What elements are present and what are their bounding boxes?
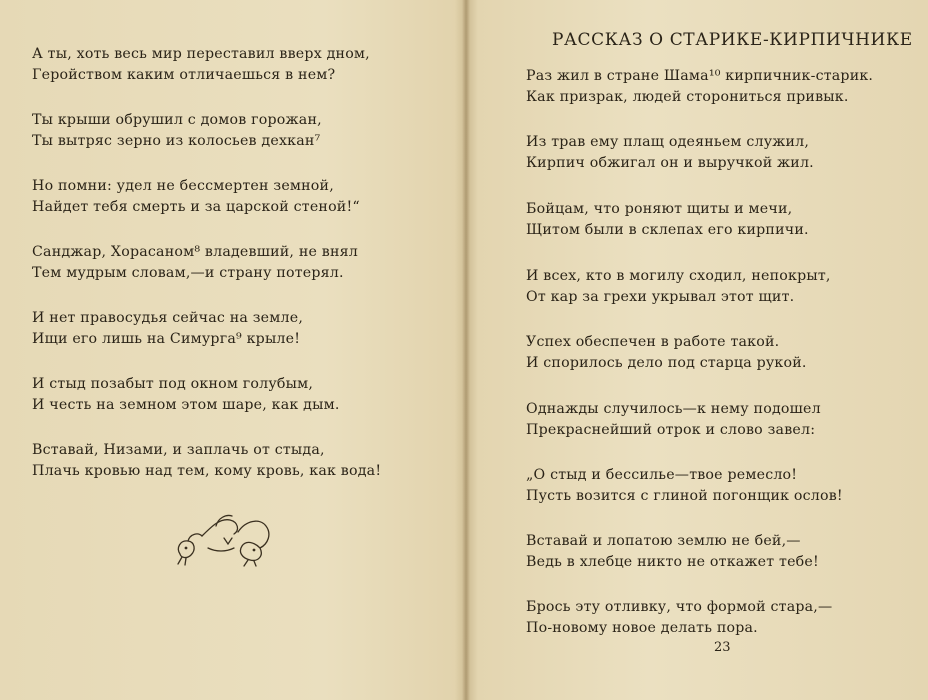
verse-line: Успех обеспечен в работе такой. [526,334,780,350]
page-number: 23 [714,640,731,655]
verse-line: Щитом были в склепах его кирпичи. [526,222,809,238]
left-stanza-5 [32,308,303,350]
verse-line: Прекраснейший отрок и слово завел: [526,422,816,438]
verse-line: „О стыд и бессилье—твое ремесло! [526,467,798,483]
left-stanza-4 [32,242,358,284]
verse-line: Санджар, Хорасаном⁸ владевший, не внял [32,244,359,260]
left-stanza-7 [32,440,381,482]
verse-line: Найдет тебя смерть и за царской стеной!“ [32,199,360,215]
chapter-title: РАССКАЗ О СТАРИКЕ-КИРПИЧНИКЕ [552,30,913,50]
right-stanza-7 [526,465,843,507]
verse-line: Кирпич обжигал он и выручкой жил. [526,155,814,171]
verse-line: Плачь кровью над тем, кому кровь, как вода! [32,463,382,479]
verse-line: Геройством каким отличаешься в нем? [32,67,336,83]
left-stanza-3 [32,176,360,218]
verse-line: Как призрак, людей сторониться привык. [526,89,849,105]
right-stanza-8 [526,531,819,573]
verse-line: И нет правосудья сейчас на земле, [32,310,304,326]
bird-vignette-icon [168,508,288,568]
verse-line: Брось эту отливку, что формой стара,— [526,599,833,615]
verse-line: Ведь в хлебце никто не откажет тебе! [526,554,819,570]
verse-line: По-новому новое делать пора. [526,620,758,636]
right-stanza-9 [526,597,832,639]
left-stanza-1 [32,44,370,86]
verse-line: От кар за грехи укрывал этот щит. [526,289,795,305]
verse-line: А ты, хоть весь мир переставил вверх дном, [32,46,370,62]
verse-line: Вставай, Низами, и заплачь от стыда, [32,442,325,458]
right-stanza-4 [526,266,831,308]
right-stanza-5 [526,332,807,374]
verse-line: Тем мудрым словам,—и страну потерял. [32,265,344,281]
verse-line: И всех, кто в могилу сходил, непокрыт, [526,268,831,284]
verse-line: Ты крыши обрушил с домов горожан, [32,112,322,128]
right-stanza-1 [526,66,873,108]
verse-line: Однажды случилось—к нему подошел [526,401,821,417]
verse-line: И спорилось дело под старца рукой. [526,355,807,371]
verse-line: И стыд позабыт под окном голубым, [32,376,314,392]
verse-line: Вставай и лопатою землю не бей,— [526,533,801,549]
right-stanza-2 [526,132,814,174]
verse-line: Ты вытряс зерно из колосьев дехкан⁷ [32,133,321,149]
verse-line: Но помни: удел не бессмертен земной, [32,178,334,194]
right-stanza-3 [526,199,809,241]
verse-line: Из трав ему плащ одеяньем служил, [526,134,810,150]
verse-line: Бойцам, что роняют щиты и мечи, [526,201,793,217]
verse-line: Раз жил в стране Шама¹⁰ кирпичник-старик. [526,68,874,84]
right-stanza-6 [526,399,821,441]
verse-line: Ищи его лишь на Симурга⁹ крыле! [32,331,301,347]
right-page [468,0,928,700]
left-stanza-6 [32,374,340,416]
verse-line: И честь на земном этом шаре, как дым. [32,397,340,413]
verse-line: Пусть возится с глиной погонщик ослов! [526,488,843,504]
left-stanza-2 [32,110,322,152]
